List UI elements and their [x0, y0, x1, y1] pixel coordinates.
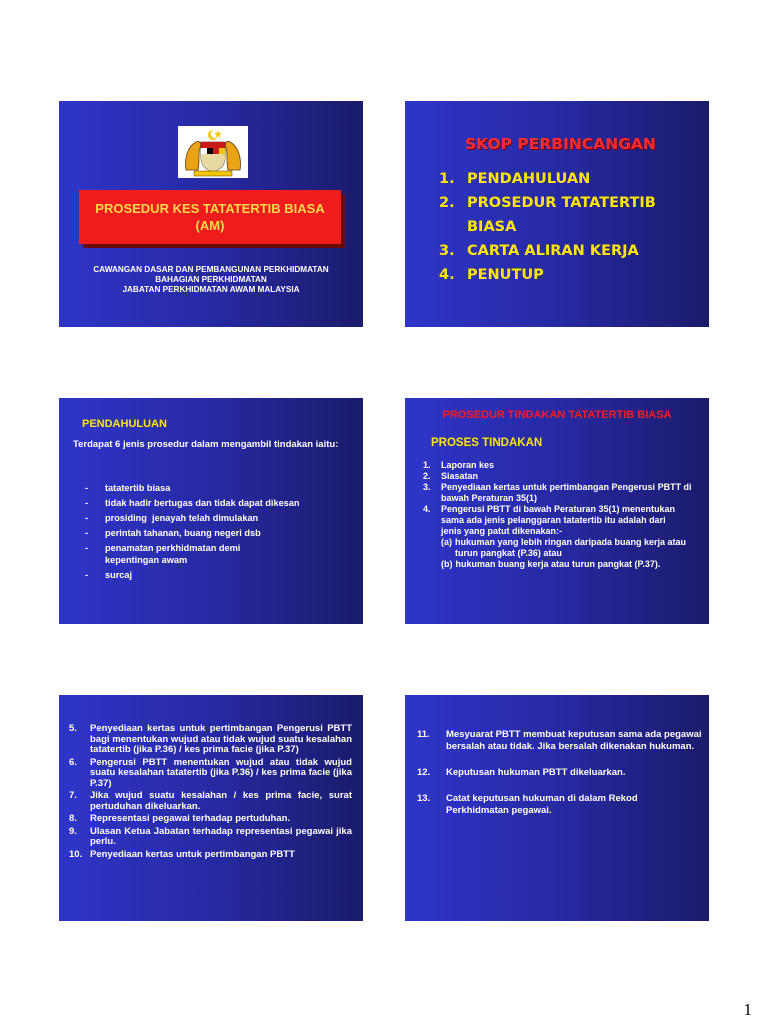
list-item — [439, 239, 677, 263]
item-number: 4. — [423, 504, 431, 514]
bullet: - — [85, 483, 89, 493]
sub-item-text: hukuman buang kerja atau turun pangkat (P.37). — [455, 559, 661, 569]
department-info — [59, 265, 363, 295]
page-number: 1 — [743, 1000, 752, 1019]
item-number: 9. — [69, 825, 77, 837]
item-text: Siasatan — [441, 471, 479, 481]
item-text: Ulasan Ketua Jabatan terhadap representasi pegawai jika perlu. — [90, 825, 352, 847]
presentation-title-box — [79, 190, 341, 244]
list-item — [69, 724, 352, 756]
item-body — [441, 504, 709, 570]
list-item — [69, 758, 352, 790]
item-text: Laporan kes — [441, 460, 495, 470]
bullet: - — [85, 543, 89, 553]
list-item — [439, 263, 677, 287]
item-text: Penyediaan kertas untuk pertimbangan Pengerusi PBTT bagi menentukan wujud atau tidak wujud suatu kesalahan tatatertib (jika P.36) / kes prima facie (jika P.37) — [90, 723, 352, 755]
list-item — [85, 542, 325, 566]
item-number: 12. — [417, 767, 431, 778]
slide-introduction — [59, 398, 363, 624]
item-text: Pengerusi PBTT di bawah Peraturan 35(1) menentukan sama ada jenis pelanggaran tatatertib itu adalah dari jenis yang patut dikenakan:- — [441, 504, 676, 536]
slide-process-continued — [59, 695, 363, 921]
item-number: 4. — [439, 267, 455, 283]
slide-procedure — [405, 398, 709, 624]
item-text: Keputusan hukuman PBTT dikeluarkan. — [446, 767, 626, 778]
item-text: PROSEDUR TATATERTIB BIASA — [467, 195, 656, 235]
process-step-list — [69, 724, 352, 862]
bullet: - — [85, 528, 89, 538]
item-text: Penyediaan kertas untuk pertimbangan PBTT — [90, 848, 295, 860]
item-text: PENDAHULUAN — [467, 171, 591, 187]
list-item — [423, 471, 709, 482]
list-item — [417, 729, 706, 753]
list-item — [417, 793, 706, 817]
intro-paragraph: Terdapat 6 jenis prosedur dalam mengambil tindakan iaitu: — [73, 439, 339, 450]
item-number: 7. — [69, 790, 77, 801]
item-text: perintah tahanan, buang negeri dsb — [105, 528, 261, 538]
item-number: 6. — [69, 756, 77, 768]
item-text: surcaj — [105, 570, 133, 580]
item-number: 3. — [423, 482, 431, 492]
item-text: penamatan perkhidmatan demi kepentingan awam — [105, 543, 241, 565]
item-text: Catat keputusan hukuman di dalam Rekod Perkhidmatan pegawai. — [446, 793, 638, 816]
slide-process-final — [405, 695, 709, 921]
item-text: Penyediaan kertas untuk pertimbangan Pengerusi PBTT di bawah Peraturan 35(1) — [441, 482, 692, 503]
slide-subheading: PROSES TINDAKAN — [431, 437, 543, 449]
dept-line: CAWANGAN DASAR DAN PEMBANGUNAN PERKHIDMATAN — [93, 265, 329, 274]
item-text: CARTA ALIRAN KERJA — [467, 243, 639, 259]
item-number: 10. — [69, 848, 83, 860]
list-item — [85, 497, 325, 509]
procedure-type-list — [85, 482, 325, 584]
item-number: 5. — [69, 723, 77, 734]
item-text: Mesyuarat PBTT membuat keputusan sama ada pegawai bersalah atau tidak. Jika bersalah dikenakan hukuman. — [446, 729, 702, 752]
slide-scope — [405, 101, 709, 327]
item-text: tidak hadir bertugas dan tidak dapat dikesan — [105, 498, 300, 508]
list-item — [423, 482, 709, 504]
item-number: 8. — [69, 813, 77, 824]
scope-list — [439, 167, 677, 287]
list-item — [417, 767, 706, 779]
item-number: 1. — [439, 171, 455, 187]
item-number: 11. — [417, 729, 430, 740]
item-text: PENUTUP — [467, 267, 544, 283]
list-item — [69, 850, 352, 861]
item-number: 3. — [439, 243, 455, 259]
title-line-1: PROSEDUR KES TATATERTIB BIASA — [95, 201, 325, 216]
bullet: - — [85, 498, 89, 508]
process-step-list — [417, 729, 706, 831]
item-number: 1. — [423, 460, 431, 470]
item-text: tatatertib biasa — [105, 483, 171, 493]
list-item — [85, 512, 325, 524]
process-step-list — [423, 460, 709, 570]
item-text: prosiding jenayah telah dimulakan — [105, 513, 259, 523]
slide-heading: PENDAHULUAN — [82, 418, 167, 430]
list-item — [439, 167, 677, 191]
item-number: 2. — [439, 195, 455, 211]
malaysia-coat-of-arms-logo — [178, 126, 248, 178]
slide-heading: SKOP PERBINCANGAN — [465, 135, 656, 153]
item-number: 2. — [423, 471, 431, 481]
list-item — [85, 569, 325, 581]
slide-heading: PROSEDUR TINDAKAN TATATERTIB BIASA — [442, 409, 672, 421]
dept-line: BAHAGIAN PERKHIDMATAN — [155, 275, 267, 284]
dept-line: JABATAN PERKHIDMATAN AWAM MALAYSIA — [122, 285, 300, 294]
list-item — [69, 827, 352, 848]
list-item — [423, 504, 709, 570]
bullet: - — [85, 570, 89, 580]
slide-title — [59, 101, 363, 327]
item-text: Jika wujud suatu kesalahan / kes prima facie, surat pertuduhan dikeluarkan. — [90, 790, 352, 812]
sub-item — [441, 559, 709, 570]
item-number: 13. — [417, 793, 431, 804]
sub-item-text: hukuman yang lebih ringan daripada buang kerja atau turun pangkat (P.36) atau — [455, 537, 687, 558]
sub-item-label: (b) — [441, 559, 453, 569]
sub-item — [441, 537, 709, 559]
title-line-2: (AM) — [195, 218, 225, 233]
sub-item-label: (a) — [441, 537, 452, 547]
list-item — [69, 791, 352, 812]
list-item — [85, 482, 325, 494]
list-item — [439, 191, 677, 239]
list-item — [423, 460, 709, 471]
list-item — [85, 527, 325, 539]
bullet: - — [85, 513, 89, 523]
item-text: Representasi pegawai terhadap pertuduhan. — [90, 813, 291, 824]
item-text: Pengerusi PBTT menentukan wujud atau tidak wujud suatu kesalahan tatatertib (jika P.36) / kes prima facie (jika P.37) — [90, 756, 352, 789]
list-item — [69, 814, 352, 825]
